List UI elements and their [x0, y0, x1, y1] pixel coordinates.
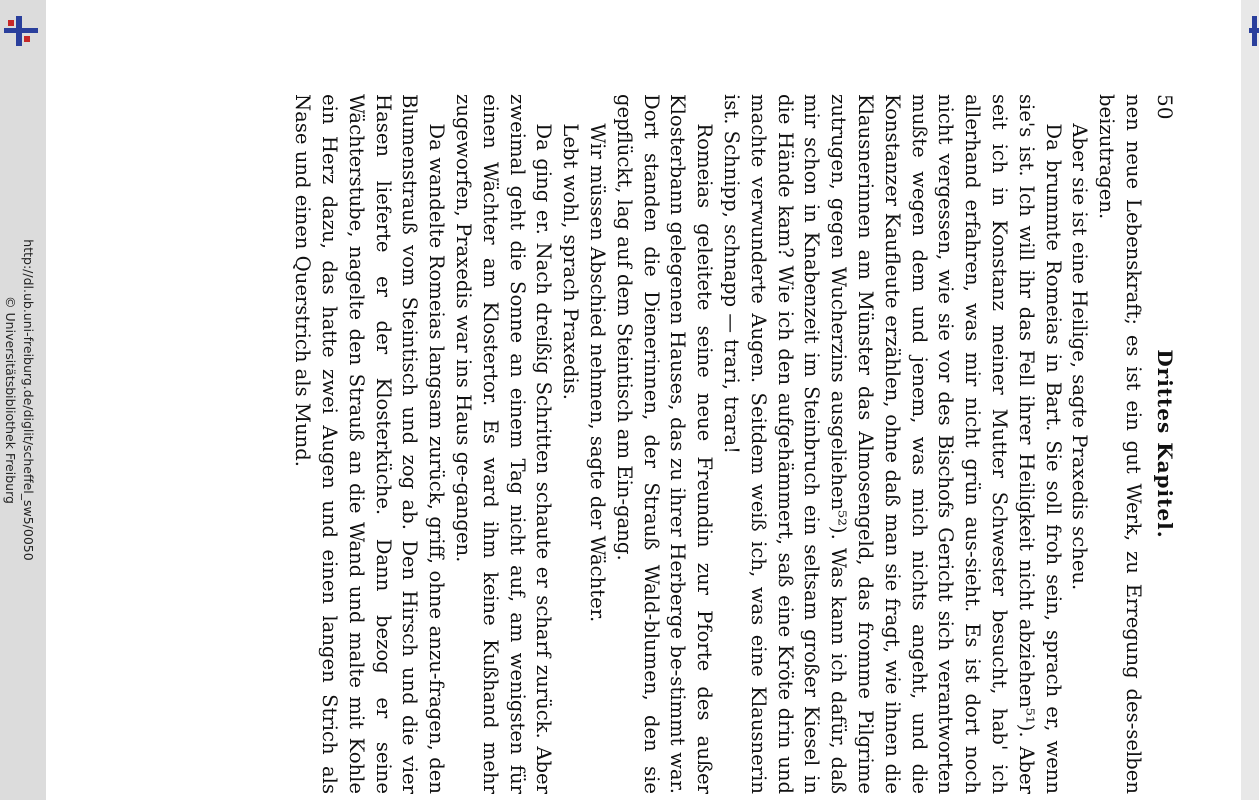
paragraph: Romeias geleitete seine neue Freundin zur Pforte des außer Klosterbann gelegenen Hauses, das zu ihrer Herberge be-stimmt war. Dort standen die Dienerinnen, der Strauß Wald-blumen, den sie gepflückt, lag auf dem Steintisch am Ein-gang.	[612, 94, 717, 794]
page-text	[289, 94, 1147, 794]
paragraph: Da ging er. Nach dreißig Schritten schaute er scharf zurück. Aber zweimal geht die Sonne an einem Tag nicht auf, am wenigsten für einen Wächter am Klostertor. Es ward ihm keine Kußhand mehr zugeworfen, Praxedis war ins Haus ge-gangen.	[452, 94, 556, 794]
chapter-running-head: Drittes Kapitel.	[1153, 349, 1177, 539]
paragraph: Da brummte Romeias in Bart. Sie soll froh sein, sprach er, wenn sie's ist. Ich will ihr das Fell ihrer Heiligkeit nicht abziehen⁵¹). Aber seit ich in Konstanz meiner Mutter Schwester besucht, hab' ich allerhand erfahren, was mir nicht grün aus-sieht. Es ist dort noch nicht vergessen, wie sie vor des Bischofs Gericht sich verantworten mußte wegen dem und jenem, was mich nichts angeht, und die Konstanzer Kaufleute erzählen, ohne daß man sie fragt, wie ihnen die Klausnerinnen am Münster das Almosengeld, das fromme Pilgrime zutrugen, gegen Wucherzins ausgeliehen⁵²). Was kann ich dafür, daß mir schon in Knabenzeit im Steinbruch ein seltsam großer Kiesel in die Hände kam? Wie ich den aufgehämmert, saß eine Kröte drin und machte verwunderte Augen. Seitdem weiß ich, was eine Klausnerin ist. Schnipp, schnapp — trari, trara!	[720, 94, 1065, 794]
page-number: 50	[1153, 94, 1177, 120]
paragraph: Wir müssen Abschied nehmen, sagte der Wächter.	[586, 123, 610, 623]
paragraph: Da wandelte Romeias langsam zurück, griff, ohne anzu-fragen, den Blumenstrauß vom Steintisch und zog ab. Den Hirsch und die vier Hasen lieferte er der Klosterküche. Dann bezog er seine Wächterstube, nagelte den Strauß an die Wand und malte mit Kohle ein Herz dazu, das hatte zwei Augen und einen langen Strich als Nase und einen Querstrich als Mund.	[291, 94, 449, 794]
viewer-right-strip	[1241, 0, 1259, 800]
paragraph: Aber sie ist eine Heilige, sagte Praxedis scheu.	[1068, 123, 1092, 591]
library-logo-icon-right	[1249, 16, 1259, 46]
page-header	[1146, 94, 1180, 794]
paragraph: nen neue Lebenskraft; es ist ein gut Werk, zu Erregung des-selben beizutragen.	[1095, 94, 1145, 794]
copyright-watermark: © Universitätsbibliothek Freiburg	[3, 296, 18, 504]
paragraph: Lebt wohl, sprach Praxedis.	[559, 123, 583, 400]
viewer-left-strip	[0, 0, 46, 800]
source-url-watermark: http://dl.ub.uni-freiburg.de/diglit/scheffel_sw5/0050	[21, 239, 36, 561]
book-page-rotated	[140, 94, 1180, 794]
